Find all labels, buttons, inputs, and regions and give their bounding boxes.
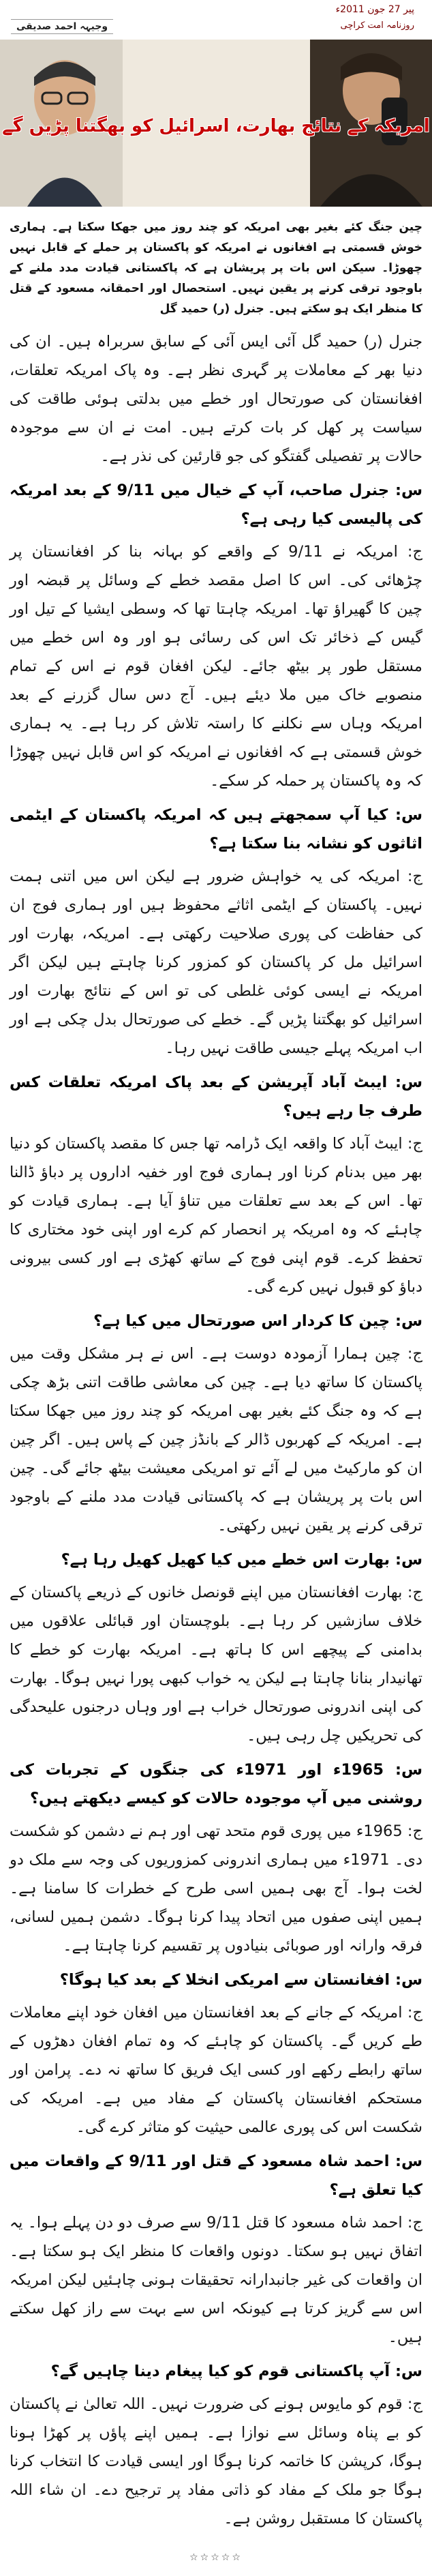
end-of-article-mark: ☆☆☆☆☆	[189, 2552, 243, 2563]
interview-question: س: احمد شاہ مسعود کے قتل اور 9/11 کے واقعات میں کیا تعلق ہے؟	[10, 2152, 422, 2199]
interview-question: س: ایبٹ آباد آپریشن کے بعد پاک امریکہ تعلقات کس طرف جا رہے ہیں؟	[10, 1074, 422, 1120]
article-banner-image	[0, 40, 432, 207]
interview-question: س: 1965ء اور 1971ء کی جنگوں کے تجربات کی روشنی میں آپ موجودہ حالات کو کیسے دیکھتے ہیں؟	[10, 1761, 422, 1807]
interview-paragraph: جنرل (ر) حمید گل آئی ایس آئی کے سابق سربراہ ہیں۔ ان کی دنیا بھر کے معاملات پر گہری نظر ہے۔ وہ پاک امریکہ تعلقات، افغانستان کی صورتحال اور خطے میں بدلتی ہوئی طاقت کی سیاست پر کھل کر بات کرتے ہیں۔ امت نے ان سے موجودہ حالات پر تفصیلی گفتگو کی جو قارئین کی نذر ہے۔	[10, 333, 422, 465]
article-paragraphs	[10, 327, 422, 2533]
article-body	[10, 217, 422, 2538]
interview-paragraph: ج: قوم کو مایوس ہونے کی ضرورت نہیں۔ اللہ تعالیٰ نے پاکستان کو بے پناہ وسائل سے نوازا ہے۔ ہمیں اپنے پاؤں پر کھڑا ہونا ہوگا، کرپشن کا خاتمہ کرنا ہوگا اور ایسی قیادت کا انتخاب کرنا ہوگا جو ملک کے مفاد کو ذاتی مفاد پر ترجیح دے۔ ان شاء اللہ پاکستان کا مستقبل روشن ہے۔	[10, 2395, 422, 2528]
interview-question: س: چین کا کردار اس صورتحال میں کیا ہے؟	[93, 1312, 422, 1330]
headline-band	[0, 104, 432, 148]
interview-paragraph: ج: امریکہ کے جانے کے بعد افغانستان میں افغان خود اپنے معاملات طے کریں گے۔ پاکستان کو چاہئے کہ وہ تمام افغان دھڑوں کے ساتھ رابطے رکھے اور کسی ایک فریق کا ساتھ نہ دے۔ پرامن اور مستحکم افغانستان پاکستان کے مفاد میں ہے۔ امریکہ کی شکست اس کی پوری عالمی حیثیت کو متاثر کرے گی۔	[10, 2004, 422, 2136]
interview-paragraph: ج: چین ہمارا آزمودہ دوست ہے۔ اس نے ہر مشکل وقت میں پاکستان کا ساتھ دیا ہے۔ چین کی معاشی طاقت اتنی بڑھ چکی ہے کہ وہ جنگ کئے بغیر بھی امریکہ کو چند روز میں جھکا سکتا ہے۔ امریکہ کے کھربوں ڈالر کے بانڈز چین کے پاس ہیں۔ اگر چین ان کو مارکیٹ میں لے آئے تو امریکی معیشت بیٹھ جائے گی۔ چین اس بات پر پریشان ہے کہ پاکستانی قیادت مدد ملنے کے باوجود ترقی کرنے پر یقین نہیں رکھتی۔	[10, 1345, 422, 1535]
headline: امریکہ کے نتائج بھارت، اسرائیل کو بھگتنا پڑیں گے	[2, 116, 430, 136]
interview-paragraph: ج: ایبٹ آباد کا واقعہ ایک ڈرامہ تھا جس کا مقصد پاکستان کو دنیا بھر میں بدنام کرنا اور ہماری فوج اور خفیہ اداروں پر دباؤ ڈالنا تھا۔ اس کے بعد سے تعلقات میں تناؤ آیا ہے۔ ہماری قیادت کو چاہئے کہ وہ امریکہ پر انحصار کم کرے اور اپنی خود مختاری کا تحفظ کرے۔ قوم اپنی فوج کے ساتھ کھڑی ہے اور کسی بیرونی دباؤ کو قبول نہیں کرے گی۔	[10, 1135, 422, 1296]
interview-question: س: جنرل صاحب، آپ کے خیال میں 9/11 کے بعد امریکہ کی پالیسی کیا رہی ہے؟	[10, 482, 422, 528]
interview-paragraph: ج: احمد شاہ مسعود کا قتل 9/11 سے صرف دو دن پہلے ہوا۔ یہ اتفاق نہیں ہو سکتا۔ دونوں واقعات کا منظر ایک ہو سکتا ہے۔ ان واقعات کی غیر جانبدارانہ تحقیقات ہونی چاہئیں لیکن امریکہ اس سے گریز کرتا ہے کیونکہ اس سے بہت سے راز کھل سکتے ہیں۔	[10, 2214, 422, 2346]
newspaper-name: روزنامہ امت کراچی	[340, 20, 414, 31]
publication-date: پیر 27 جون 2011ء	[335, 4, 414, 15]
article-lead: چین جنگ کئے بغیر بھی امریکہ کو چند روز میں جھکا سکتا ہے۔ ہماری خوش قسمتی ہے افغانوں نے امریکہ کو پاکستان پر حملے کے قابل نہیں چھوڑا۔ سیکن اس بات پر پریشان ہے کہ پاکستانی قیادت مدد ملنے کے باوجود ترقی کرنے پر یقین نہیں۔ استحصال اور احمقانہ مسعود کے قتل کا منظر ایک ہو سکتے ہیں۔ جنرل (ر) حمید گل	[10, 220, 422, 316]
interview-question: س: بھارت اس خطے میں کیا کھیل کھیل رہا ہے؟	[61, 1551, 422, 1569]
interview-paragraph: ج: 1965ء میں پوری قوم متحد تھی اور ہم نے دشمن کو شکست دی۔ 1971ء میں ہماری اندرونی کمزوریوں کی وجہ سے ملک دو لخت ہوا۔ آج بھی ہمیں اسی طرح کے خطرات کا سامنا ہے۔ ہمیں اپنی صفوں میں اتحاد پیدا کرنا ہوگا۔ دشمن ہمیں لسانی، فرقہ وارانہ اور صوبائی بنیادوں پر تقسیم کرنا چاہتا ہے۔	[10, 1822, 422, 1955]
interview-question: س: کیا آپ سمجھتے ہیں کہ امریکہ پاکستان کے ایٹمی اثاثوں کو نشانہ بنا سکتا ہے؟	[10, 806, 422, 853]
interview-paragraph: ج: امریکہ کی یہ خواہش ضرور ہے لیکن اس میں اتنی ہمت نہیں۔ پاکستان کے ایٹمی اثاثے محفوظ ہیں اور ہماری فوج ان کی حفاظت کی پوری صلاحیت رکھتی ہے۔ امریکہ، بھارت اور اسرائیل مل کر پاکستان کو کمزور کرنا چاہتے ہیں لیکن اگر امریکہ نے ایسی کوئی غلطی کی تو اس کے نتائج بھارت اور اسرائیل کو بھگتنا پڑیں گے۔ خطے کی صورتحال بدل چکی ہے اور اب امریکہ پہلے جیسی طاقت نہیں رہا۔	[10, 868, 422, 1057]
interview-question: س: آپ پاکستانی قوم کو کیا پیغام دینا چاہیں گے؟	[50, 2363, 422, 2380]
author-byline: وجیہہ احمد صدیقی	[11, 19, 113, 34]
interview-paragraph: ج: بھارت افغانستان میں اپنے قونصل خانوں کے ذریعے پاکستان کے خلاف سازشیں کر رہا ہے۔ بلوچستان اور قبائلی علاقوں میں بدامنی کے پیچھے اس کا ہاتھ ہے۔ امریکہ بھارت کو خطے کا تھانیدار بنانا چاہتا ہے لیکن یہ خواب کبھی پورا نہیں ہوگا۔ بھارت کی اپنی اندرونی صورتحال خراب ہے اور وہاں درجنوں علیحدگی کی تحریکیں چل رہی ہیں۔	[10, 1584, 422, 1745]
interview-question: س: افغانستان سے امریکی انخلا کے بعد کیا ہوگا؟	[59, 1971, 422, 1989]
clipping-header	[0, 0, 432, 20]
interview-paragraph: ج: امریکہ نے 9/11 کے واقعے کو بہانہ بنا کر افغانستان پر چڑھائی کی۔ اس کا اصل مقصد خطے کے وسائل پر قبضہ اور چین کا گھیراؤ تھا۔ امریکہ چاہتا تھا کہ وسطی ایشیا کے تیل اور گیس کے ذخائر تک اس کی رسائی ہو اور وہ اس خطے میں مستقل طور پر بیٹھ جائے۔ لیکن افغان قوم نے اس کے تمام منصوبے خاک میں ملا دیئے ہیں۔ آج دس سال گزرنے کے بعد امریکہ وہاں سے نکلنے کا راستہ تلاش کر رہا ہے۔ یہ ہماری خوش قسمتی ہے کہ افغانوں نے امریکہ کو اس قابل نہیں چھوڑا کہ وہ پاکستان پر حملہ کر سکے۔	[10, 543, 422, 790]
